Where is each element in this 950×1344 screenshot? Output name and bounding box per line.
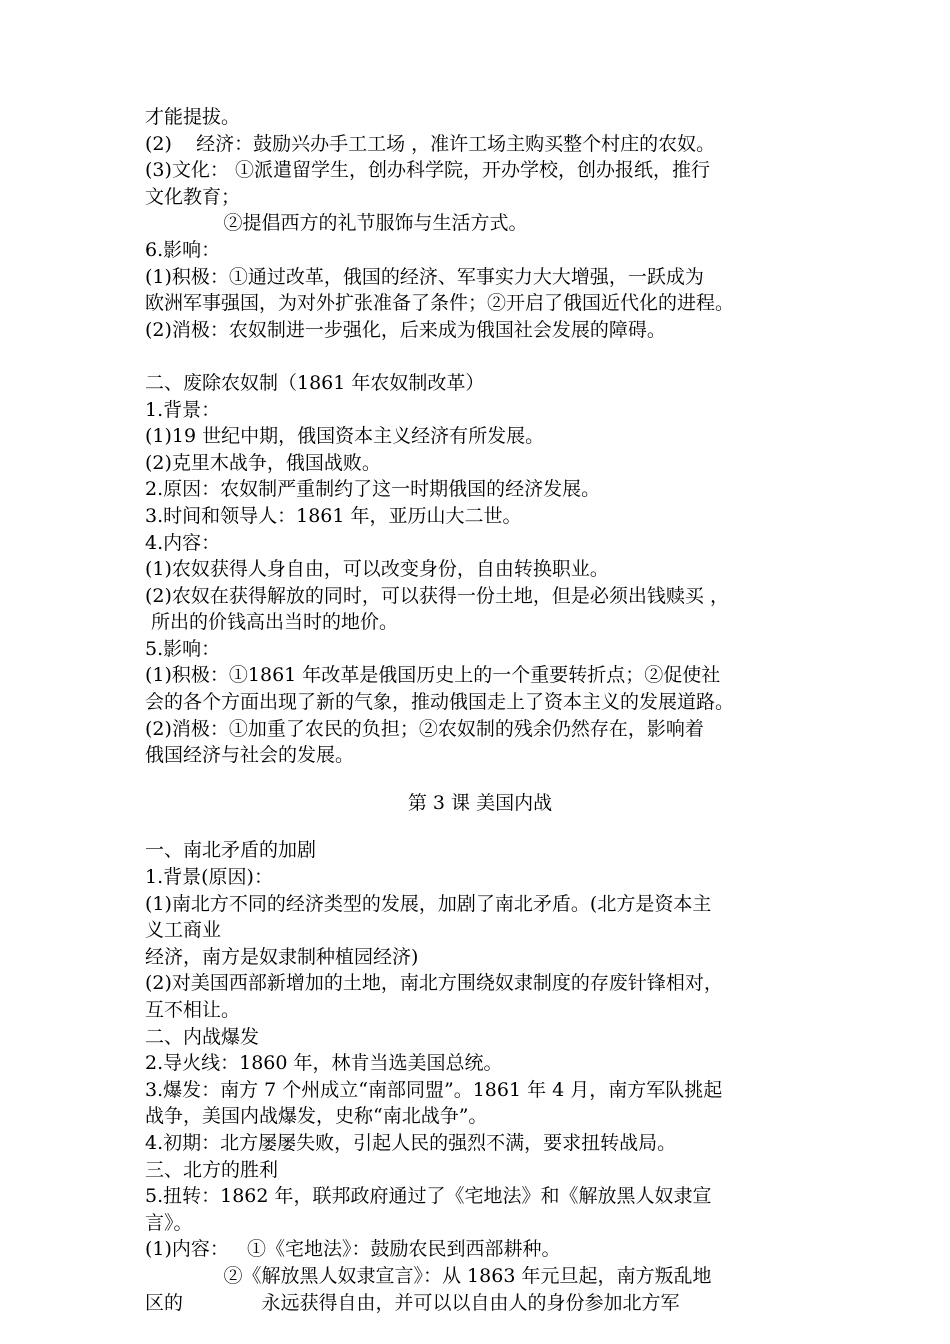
text-line: (1)农奴获得人身自由，可以改变身份，自由转换职业。 (145, 558, 609, 581)
lesson-title: 第 3 课 美国内战 (407, 791, 553, 814)
text-line: 文化教育； (145, 185, 241, 208)
text-line: (1)积极：①通过改革，俄国的经济、军事实力大大增强，一跃成为 (145, 265, 704, 288)
text-line: 5.扭转：1862 年，联邦政府通过了《宅地法》和《解放黑人奴隶宣 (145, 1185, 712, 1208)
text-line: 5.影响： (145, 637, 221, 660)
section-heading: 二、内战爆发 (145, 1025, 260, 1048)
text-line: 才能提拔。 (145, 106, 241, 128)
text-line: 1.背景(原因)： (145, 866, 273, 889)
text-line: 区的 永远获得自由，并可以以自由人的身份参加北方军 (145, 1291, 680, 1314)
text-line: (1)19 世纪中期，俄国资本主义经济有所发展。 (145, 425, 545, 448)
text-line: (1)积极：①1861 年改革是俄国历史上的一个重要转折点；②促使社 (145, 664, 721, 687)
text-line: 会的各个方面出现了新的气象，推动俄国走上了资本主义的发展道路。 (145, 691, 735, 714)
text-line: ②《解放黑人奴隶宣言》：从 1863 年元旦起，南方叛乱地 (145, 1264, 712, 1287)
text-line: 俄国经济与社会的发展。 (145, 744, 355, 767)
text-line: 所出的价钱高出当时的地价。 (145, 611, 399, 634)
document-page (145, 104, 815, 1316)
text-line: 经济，南方是奴隶制种植园经济) (145, 945, 419, 968)
text-line: (2)对美国西部新增加的土地，南北方围绕奴隶制度的存废针锋相对， (145, 972, 723, 995)
text-line: 1.背景： (145, 398, 221, 421)
text-line: (2) 经济：鼓励兴办手工工场 ，准许工场主购买整个村庄的农奴。 (145, 132, 716, 155)
section-serfdom-abolition (145, 370, 815, 769)
text-line: (2)消极：农奴制进一步强化，后来成为俄国社会发展的障碍。 (145, 318, 666, 341)
text-line: 战争，美国内战爆发，史称“南北战争”。 (145, 1105, 488, 1128)
text-line: 欧洲军事强国，为对外扩张准备了条件；②开启了俄国近代化的进程。 (145, 292, 735, 315)
text-line: (1)内容： ①《宅地法》：鼓励农民到西部耕种。 (145, 1238, 561, 1261)
text-line: 2.原因：农奴制严重制约了这一时期俄国的经济发展。 (145, 478, 601, 501)
text-line: (2)消极：①加重了农民的负担；②农奴制的残余仍然存在，影响着 (145, 717, 704, 740)
text-line: 6.影响： (145, 238, 221, 261)
text-line: 3.时间和领导人：1861 年，亚历山大二世。 (145, 504, 522, 527)
blank-line (145, 769, 815, 790)
text-line: (1)南北方不同的经济类型的发展，加剧了南北矛盾。(北方是资本主 (145, 892, 712, 915)
text-line: 3.爆发：南方 7 个州成立“南部同盟”。1861 年 4 月，南方军队挑起 (145, 1078, 723, 1101)
section-american-civil-war (145, 837, 815, 1316)
text-line: 4.内容： (145, 531, 221, 554)
text-line: 互不相让。 (145, 999, 241, 1021)
blank-line (145, 343, 815, 370)
text-line: 4.初期：北方屡屡失败，引起人民的强烈不满，要求扭转战局。 (145, 1131, 677, 1154)
text-line: 义工商业 (145, 919, 222, 942)
text-line: 2.导火线：1860 年，林肯当选美国总统。 (145, 1052, 503, 1075)
text-line: 言》。 (145, 1211, 193, 1234)
section-heading: 一、南北矛盾的加剧 (145, 839, 317, 862)
section-heading: 二、废除农奴制（1861 年农奴制改革） (145, 371, 485, 394)
section-heading: 三、北方的胜利 (145, 1158, 279, 1181)
blank-line (145, 816, 815, 837)
text-line: (2)克里木战争，俄国战败。 (145, 451, 381, 474)
text-line: (3)文化： ①派遣留学生，创办科学院，开办学校，创办报纸，推行 (145, 159, 710, 182)
text-line: (2)农奴在获得解放的同时，可以获得一份土地，但是必须出钱赎买 ， (145, 584, 729, 607)
text-line: ②提倡西方的礼节服饰与生活方式。 (145, 212, 528, 235)
section-top (145, 104, 815, 343)
